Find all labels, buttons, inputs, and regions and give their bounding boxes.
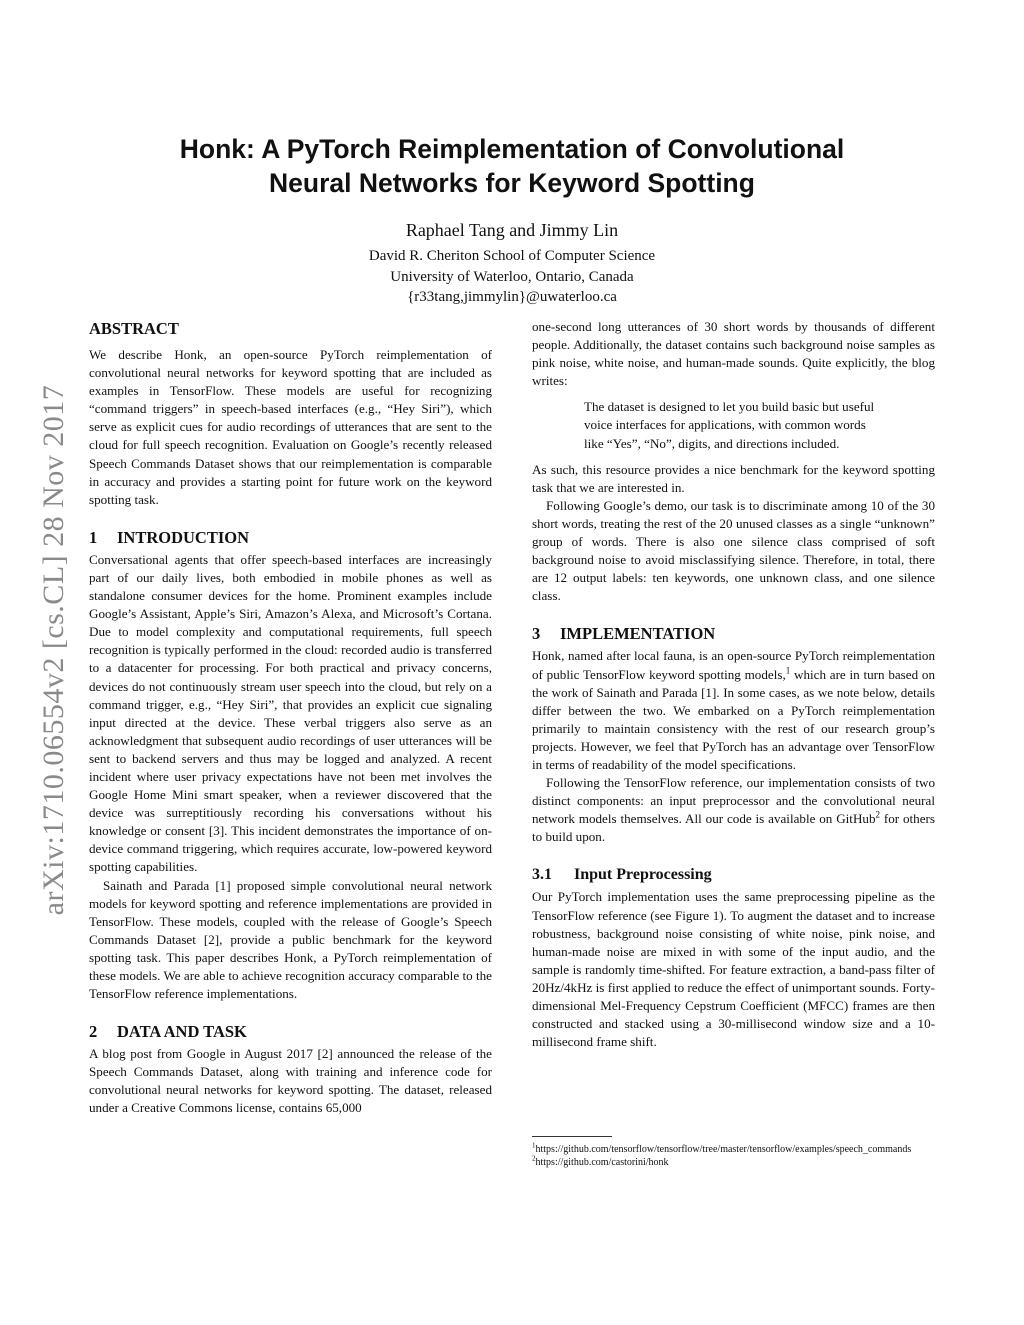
impl-p2-text-b: for others to build upon. xyxy=(532,811,935,845)
section-2-heading xyxy=(89,1021,492,1043)
abstract-heading: ABSTRACT xyxy=(89,319,179,338)
impl-p1-text-a: Honk, named after local fauna, is an open-source PyTorch reimplementation of public TensorFlow keyword spotting models, xyxy=(532,648,935,682)
footnote-2-link[interactable]: https://github.com/castorini/honk xyxy=(535,1157,669,1168)
section-3-title: IMPLEMENTATION xyxy=(560,624,716,644)
intro-paragraph-1: Conversational agents that offer speech-based interfaces are increasingly part of our daily lives, both embodied in mobile phones as well as standalone consumer devices for the home. Prominent examples include Google’s Assistant, Apple’s Siri, Amazon’s Alexa, and Microsoft’s Cortana. Due to model complexity and computational requirements, full speech recognition is typically performed in the cloud: recorded audio is transferred to a datacenter for processing. For both practical and privacy concerns, devices do not continuously stream user speech into the cloud, but rely on a command trigger, e.g., “Hey Siri”, that provides an explicit cue signaling input directed at the device. These verbal triggers also serve as an acknowledgment that subsequent audio recordings of user utterances will be sent to backend servers and thus may be logged and analyzed. A recent incident where user privacy expectations have not been met involves the Google Home Mini smart speaker, when a reviewer discovered that the device was surreptitiously recording his conversations without his knowledge or consent [3]. This incident demonstrates the importance of on-device command triggering, which requires accurate, low-powered keyword spotting capabilities. xyxy=(89,551,492,875)
preprocessing-paragraph: Our PyTorch implementation uses the same preprocessing pipeline as the TensorFlow reference (see Figure 1). To augment the dataset and to increase robustness, background noise consisting of white noise, pink noise, and human-made noise are mixed in with some of the input audio, and the sample is randomly time-shifted. For feature extraction, a band-pass filter of 20Hz/4kHz is first applied to reduce the effect of unimportant sounds. Forty-dimensional Mel-Frequency Cepstrum Coefficient (MFCC) frames are then constructed and stacked using a 30-millisecond window size and a 10-millisecond frame shift. xyxy=(532,889,935,1050)
arxiv-identifier xyxy=(0,0,70,916)
impl-p2-text-a: Following the TensorFlow reference, our implementation consists of two distinct components: an input preprocessor and the convolutional neural network models themselves. All our code is available on GitHub xyxy=(532,775,935,827)
impl-p1-text-b: which are in turn based on the work of Sainath and Parada [1]. In some cases, as we note below, details differ between the two. We embarked on a PyTorch reimplementation primarily to maintain consistency with the rest of our research group’s projects. However, we feel that PyTorch has an advantage over TensorFlow in terms of readability of the model specifications. xyxy=(532,666,935,772)
right-column xyxy=(532,318,935,1051)
left-column xyxy=(89,318,492,1118)
blog-quote-text: The dataset is designed to let you build basic but useful voice interfaces for applications, with common words like “Yes”, “No”, digits, and directions included. xyxy=(584,399,875,451)
section-1-title: INTRODUCTION xyxy=(117,527,250,547)
title-line-1: Honk: A PyTorch Reimplementation of Convolutional xyxy=(179,134,845,164)
footnote-1 xyxy=(532,1143,935,1156)
data-paragraph-2: As such, this resource provides a nice benchmark for the keyword spotting task that we are interested in. xyxy=(532,461,935,495)
intro-paragraph-2: Sainath and Parada [1] proposed simple convolutional neural network models for keyword spotting and reference implementations are provided in TensorFlow. These models, coupled with the release of Google’s Speech Commands Dataset [2], provide a public benchmark for the keyword spotting task. This paper describes Honk, a PyTorch reimplementation of these models. We are able to achieve recognition accuracy comparable to the TensorFlow reference implementations. xyxy=(89,877,492,1002)
footnote-ref-1[interactable]: 1 xyxy=(785,665,791,676)
title-line-2: Neural Networks for Keyword Spotting xyxy=(269,168,755,198)
footnote-2 xyxy=(532,1156,935,1169)
footnotes xyxy=(532,1136,935,1169)
section-3-1-title: Input Preprocessing xyxy=(574,866,712,884)
section-2-number: 2 xyxy=(89,1022,98,1042)
footnote-2-mark: 2 xyxy=(532,1154,536,1163)
data-paragraph-1-left: A blog post from Google in August 2017 [2] announced the release of the Speech Commands Dataset, along with training and inference code for convolutional neural networks for keyword spotting. The dataset, released under a Creative Commons license, contains 65,000 xyxy=(89,1046,492,1116)
blog-quote xyxy=(584,398,883,452)
footnote-rule xyxy=(532,1136,612,1137)
footnote-ref-2[interactable]: 2 xyxy=(875,809,880,820)
section-2-title: DATA AND TASK xyxy=(117,1022,247,1042)
data-paragraph-3: Following Google’s demo, our task is to discriminate among 10 of the 30 short words, treating the rest of the 20 unused classes as a single “unknown” group of words. There is also one silence class comprised of soft background noise to avoid misclassifying silence. Therefore, in total, there are 12 output labels: ten keywords, one unknown class, and one silence class. xyxy=(532,497,935,604)
impl-paragraph-1 xyxy=(532,647,935,774)
abstract-text: We describe Honk, an open-source PyTorch reimplementation of convolutional neural networks for keyword spotting that are included as examples in TensorFlow. These models are useful for recognizing “command triggers” in speech-based interfaces (e.g., “Hey Siri”), which serve as explicit cues for audio recordings of utterances that are sent to the cloud for full speech recognition. Evaluation on Google’s recently released Speech Commands Dataset shows that our reimplementation is comparable in accuracy and provides a starting point for future work on the keyword spotting task. xyxy=(89,347,492,507)
section-3-1-number: 3.1 xyxy=(532,866,552,884)
author-names: Raphael Tang and Jimmy Lin xyxy=(405,220,619,240)
impl-paragraph-2 xyxy=(532,774,935,846)
author-email: {r33tang,jimmylin}@uwaterloo.ca xyxy=(407,289,617,305)
affiliation-univ: University of Waterloo, Ontario, Canada xyxy=(390,268,634,285)
section-1-heading xyxy=(89,527,492,549)
footnote-1-link[interactable]: https://github.com/tensorflow/tensorflow/tree/master/tensorflow/examples/speech_commands xyxy=(535,1144,912,1155)
footnote-1-mark: 1 xyxy=(532,1141,536,1150)
section-3-1-heading xyxy=(532,864,935,886)
section-1-number: 1 xyxy=(89,527,98,547)
section-3-heading xyxy=(532,623,935,645)
paper-title xyxy=(130,132,894,200)
section-3-number: 3 xyxy=(532,624,541,644)
data-paragraph-1-right: one-second long utterances of 30 short words by thousands of different people. Additionally, the dataset contains such background noise samples as pink noise, white noise, and human-made sounds. Quite explicitly, the blog writes: xyxy=(532,319,935,389)
author-block xyxy=(200,218,824,308)
affiliation-dept: David R. Cheriton School of Computer Science xyxy=(368,248,656,264)
arxiv-id-text: arXiv:1710.06554v2 [cs.CL] 28 Nov 2017 xyxy=(37,384,70,916)
